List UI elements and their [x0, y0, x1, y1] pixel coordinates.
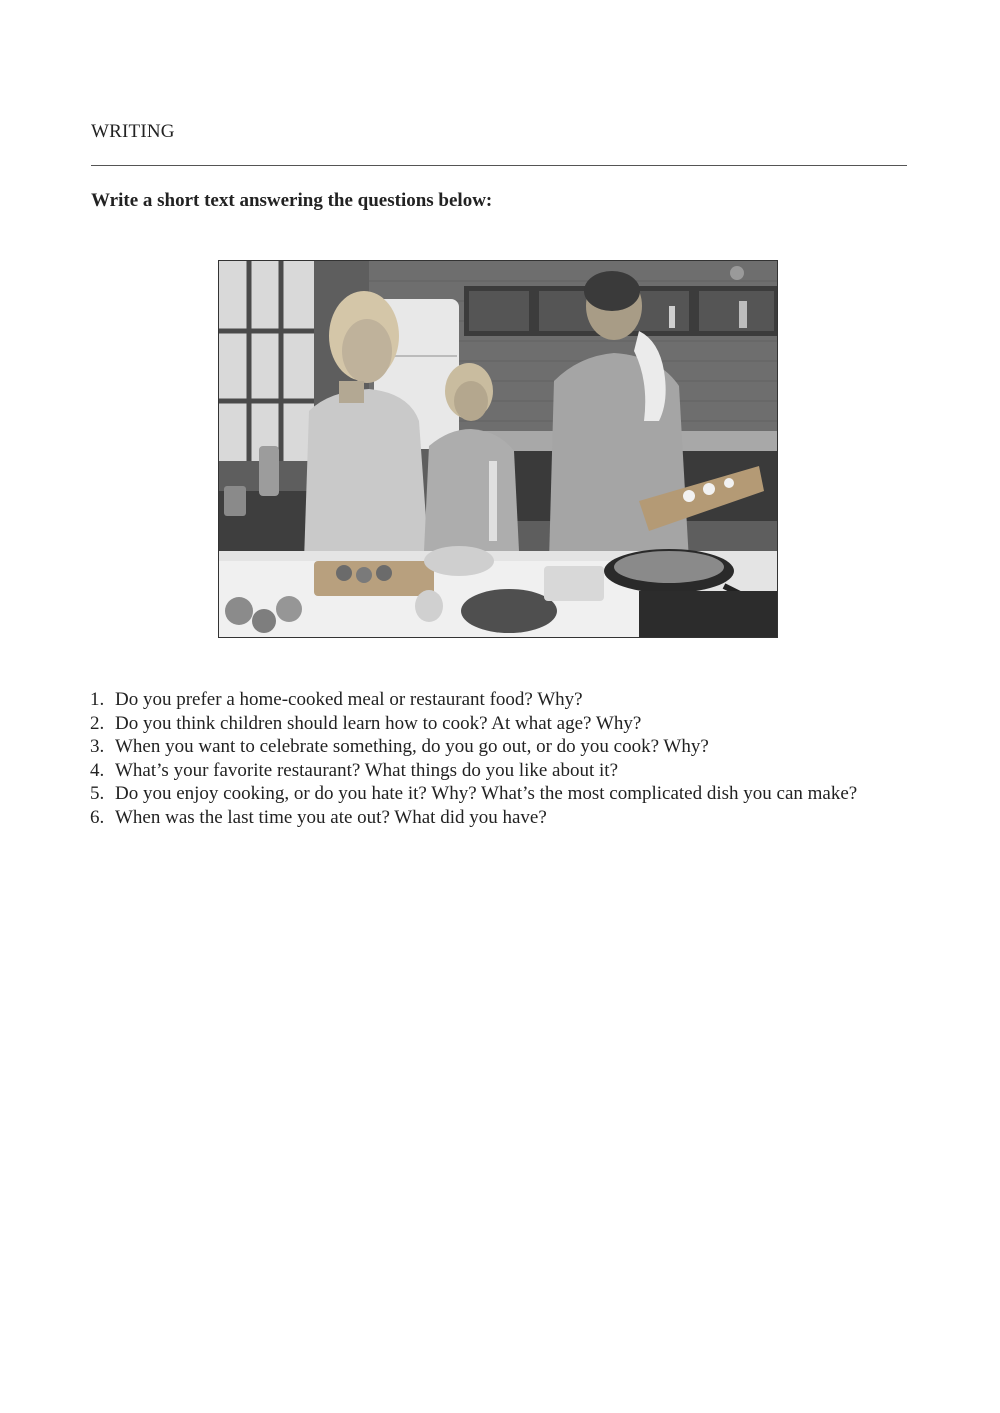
question-number: 3.: [90, 736, 105, 757]
question-text: Do you enjoy cooking, or do you hate it? Why? What’s the most complicated dish you can make?: [115, 783, 858, 804]
page-title: WRITING: [91, 121, 175, 142]
question-number: 2.: [90, 712, 105, 734]
question-number: 6.: [90, 806, 105, 828]
title-divider: [91, 165, 907, 166]
question-number: 5.: [90, 783, 105, 804]
question-text: Do you think children should learn how to cook? At what age? Why?: [115, 712, 642, 734]
family-cooking-photo: [218, 260, 778, 638]
list-item: [90, 782, 857, 806]
question-list: [90, 688, 857, 829]
list-item: [90, 688, 857, 712]
question-text: When was the last time you ate out? What did you have?: [115, 806, 547, 828]
instruction-text: Write a short text answering the questions below:: [91, 190, 493, 211]
question-number: 4.: [90, 759, 105, 781]
list-item: [90, 806, 857, 830]
question-text: When you want to celebrate something, do you go out, or do you cook? Why?: [115, 736, 709, 757]
list-item: [90, 712, 857, 736]
list-item: [90, 759, 857, 783]
question-number: 1.: [90, 689, 105, 710]
question-text: What’s your favorite restaurant? What things do you like about it?: [115, 759, 619, 781]
list-item: [90, 735, 857, 759]
question-text: Do you prefer a home-cooked meal or restaurant food? Why?: [115, 689, 583, 710]
